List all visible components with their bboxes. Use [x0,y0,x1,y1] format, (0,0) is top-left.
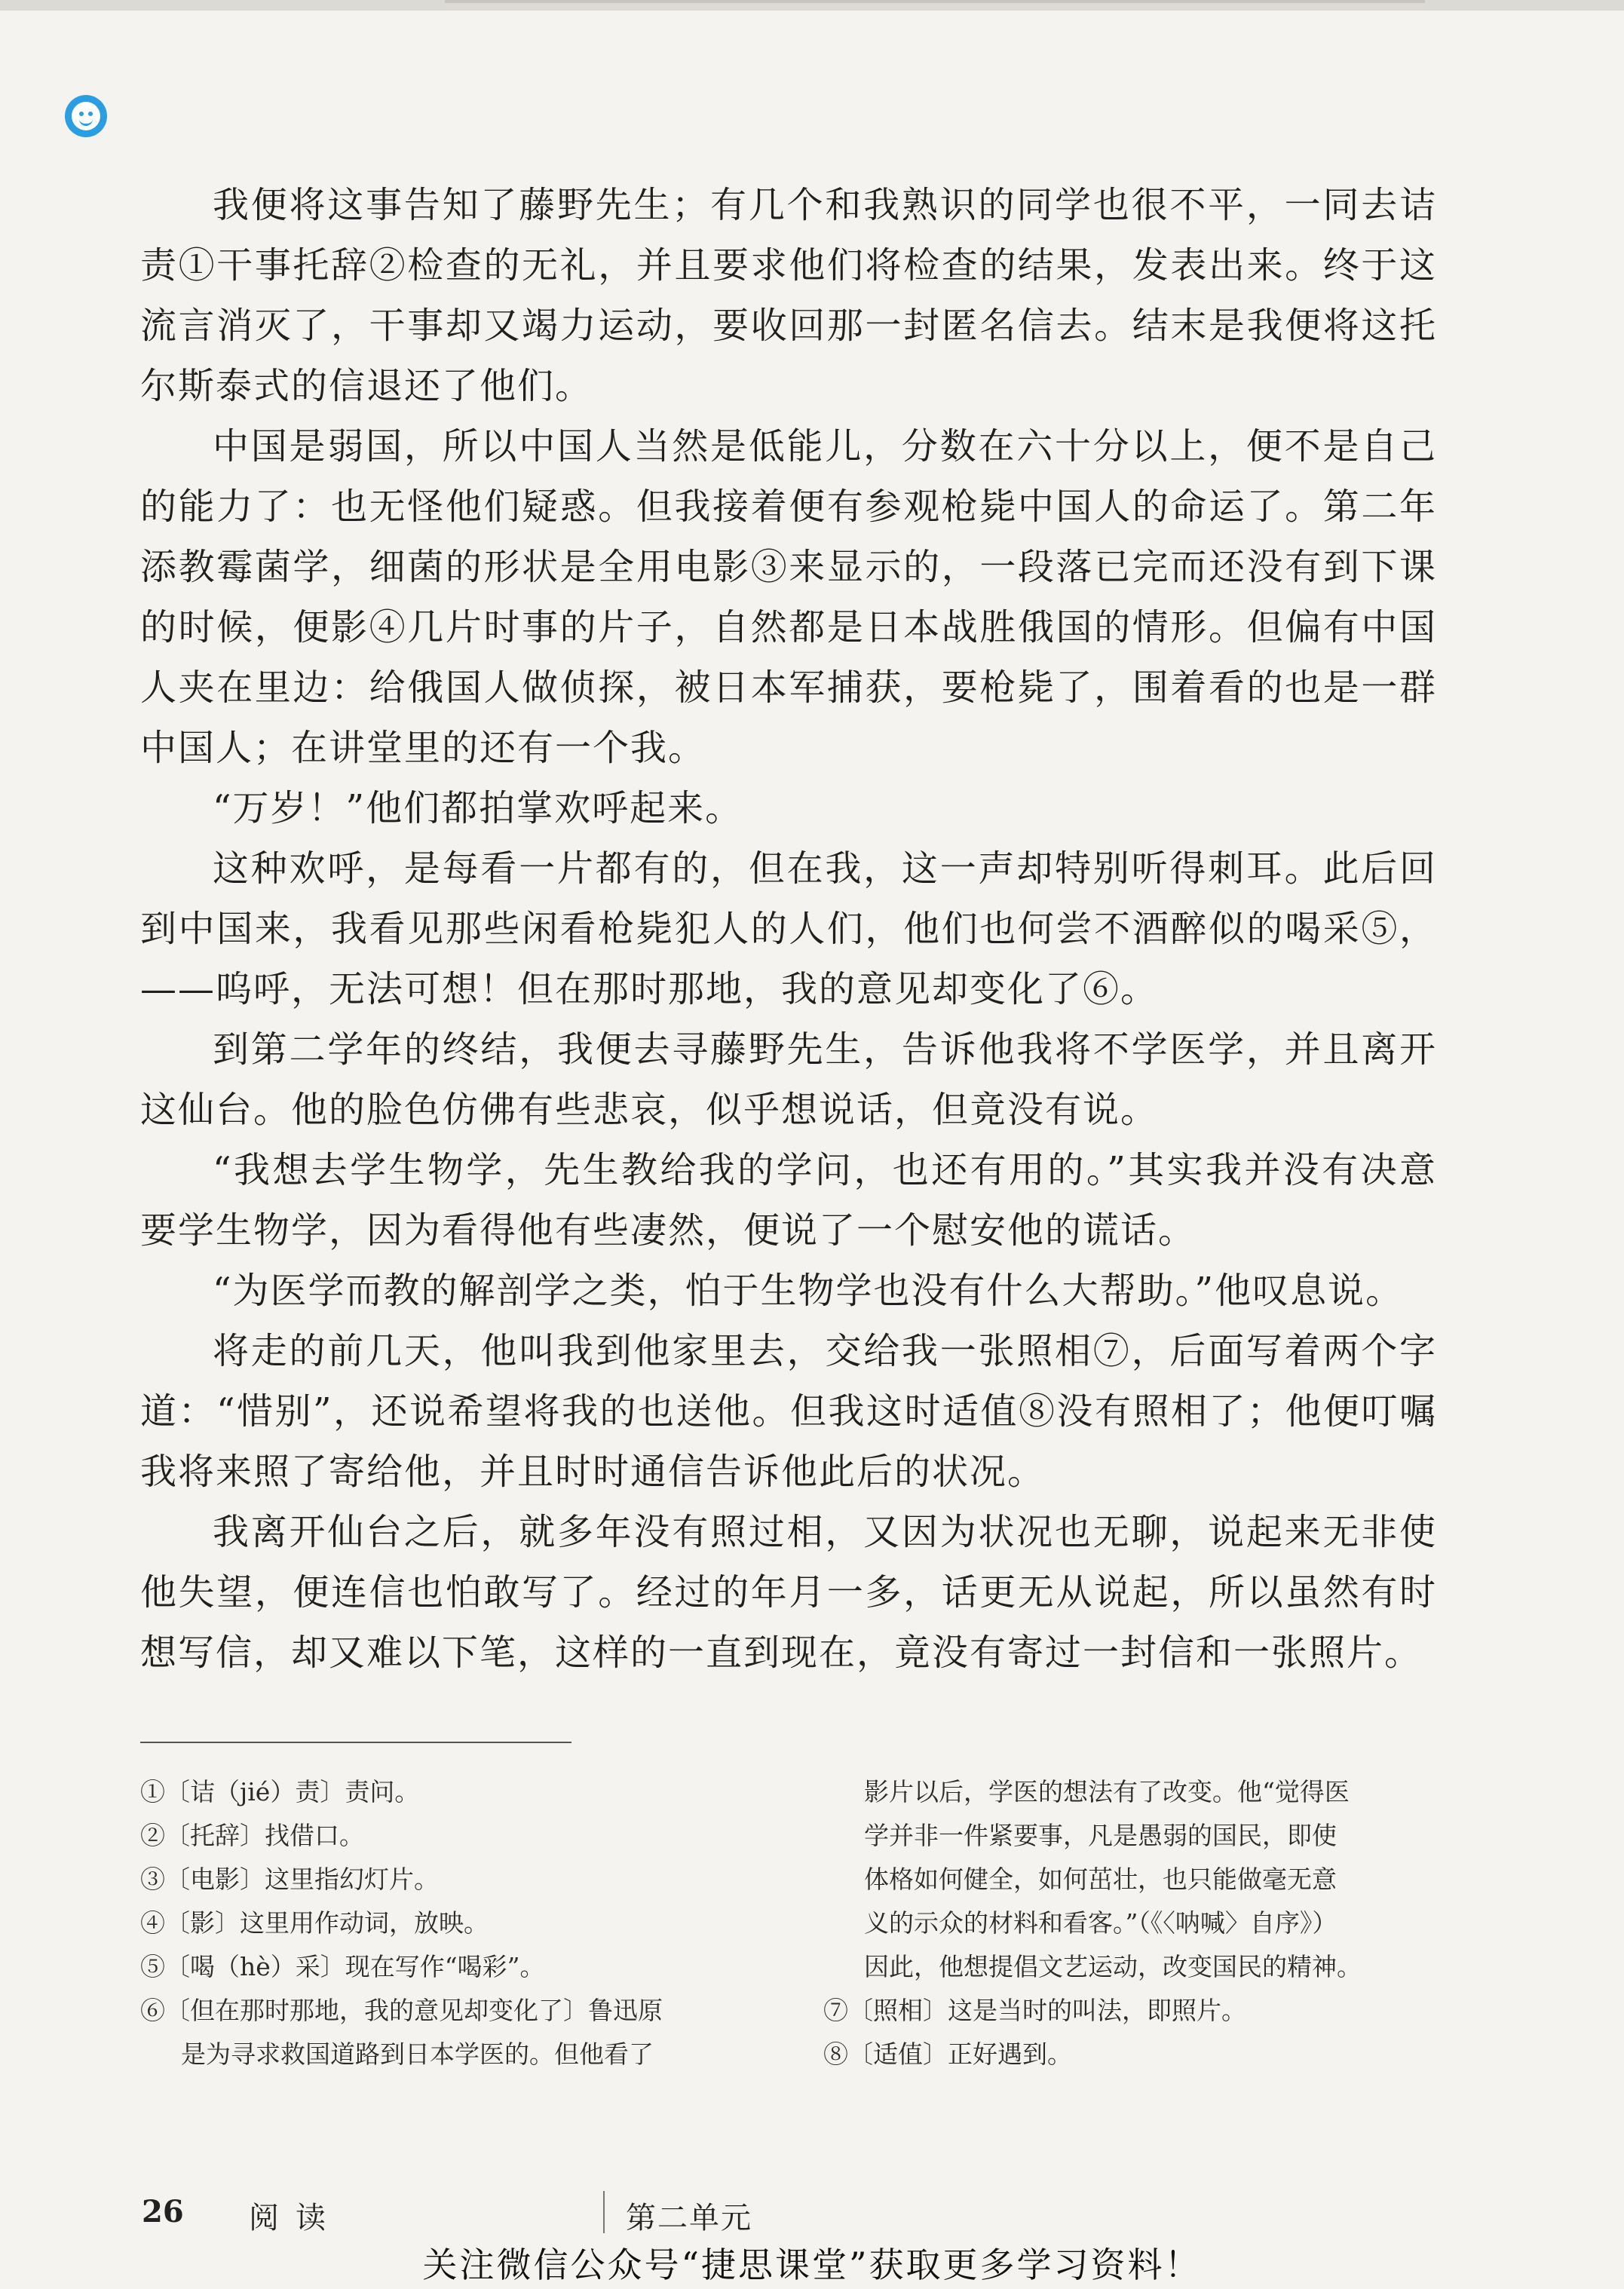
page-number: 26 [142,2194,184,2229]
paragraph-5: 到第二学年的终结，我便去寻藤野先生，告诉他我将不学医学，并且离开这仙台。他的脸色仿佛有些悲哀，似乎想说话，但竟没有说。 [140,1028,1437,1131]
footnote-3: ③〔电影〕这里指幻灯片。 [140,1865,439,1894]
paragraph-4: 这种欢呼，是每看一片都有的，但在我，这一声却特别听得刺耳。此后回到中国来，我看见那些闲看枪毙犯人的人们，他们也何尝不酒醉似的喝采⑤，——呜呼，无法可想！但在那时那地，我的意见却变化了⑥。 [140,847,1437,1010]
paragraph-1: 我便将这事告知了藤野先生；有几个和我熟识的同学也很不平，一同去诘责①干事托辞②检查的无礼，并且要求他们将检查的结果，发表出来。终于这流言消灭了，干事却又竭力运动，要收回那一封匿名信去。结末是我便将这托尔斯泰式的信退还了他们。 [140,184,1437,407]
footnote-divider [140,1742,571,1743]
paragraph-6: “我想去学生物学，先生教给我的学问，也还有用的。”其实我并没有决意要学生物学，因为看得他有些凄然，便说了一个慰安他的谎话。 [140,1149,1437,1252]
footnote-1: ①〔诘（jié）责〕责问。 [140,1777,420,1806]
watermark-banner: 关注微信公众号“捷思课堂”获取更多学习资料！ [422,2245,1202,2285]
footnote-4: ④〔影〕这里用作动词，放映。 [140,1908,489,1938]
footnotes-left-column [140,1770,796,2076]
footnote-6-line-7: 因此，他想提倡文艺运动，改变国民的精神。 [864,1952,1362,1981]
footnote-6-line-5: 体格如何健全，如何茁壮，也只能做毫无意 [864,1865,1337,1894]
smiley-right-eye [88,112,93,116]
footer-divider [603,2191,605,2233]
section-label: 阅读 [249,2201,342,2235]
smiley-mouth [79,118,93,126]
footnotes-right-column [823,1770,1472,2076]
smiley-face-icon [65,95,107,137]
paragraph-7: “为医学而教的解剖学之类，怕于生物学也没有什么大帮助。”他叹息说。 [213,1270,1404,1312]
paragraph-2: 中国是弱国，所以中国人当然是低能儿，分数在六十分以上，便不是自己的能力了：也无怪他们疑惑。但我接着便有参观枪毙中国人的命运了。第二年添教霉菌学，细菌的形状是全用电影③来显示的，一段落已完而还没有到下课的时候，便影④几片时事的片子，自然都是日本战胜俄国的情形。但偏有中国人夹在里边：给俄国人做侦探，被日本军捕获，要枪毙了，围着看的也是一群中国人；在讲堂里的还有一个我。 [140,425,1437,769]
smiley-left-eye [79,112,84,116]
paragraph-9: 我离开仙台之后，就多年没有照过相，又因为状况也无聊，说起来无非使他失望，便连信也怕敢写了。经过的年月一多，话更无从说起，所以虽然有时想写信，却又难以下笔，这样的一直到现在，竟没有寄过一封信和一张照片。 [140,1511,1437,1674]
unit-label: 第二单元 [626,2201,752,2235]
smiley-face-background [72,102,100,130]
footnote-6-line-3: 影片以后，学医的想法有了改变。他“觉得医 [864,1777,1350,1806]
footnote-6-continued: 是为寻求救国道路到日本学医的。但他看了 [181,2039,654,2069]
footnote-5: ⑤〔喝（hè）采〕现在写作“喝彩”。 [140,1952,545,1981]
main-text [140,175,1437,1683]
footnote-6-line-6: 义的示众的材料和看客。”（《〈呐喊〉自序》） [864,1908,1338,1938]
footnote-2: ②〔托辞〕找借口。 [140,1821,364,1850]
footnote-7: ⑦〔照相〕这是当时的叫法，即照片。 [823,1996,1246,2025]
page-top-shadow [445,0,1425,3]
paragraph-3: “万岁！”他们都拍掌欢呼起来。 [213,787,743,829]
footnote-8: ⑧〔适值〕正好遇到。 [823,2039,1072,2069]
footnote-6: ⑥〔但在那时那地，我的意见却变化了〕鲁迅原 [140,1996,663,2025]
footnote-6-line-4: 学并非一件紧要事，凡是愚弱的国民，即使 [864,1821,1337,1850]
paragraph-8: 将走的前几天，他叫我到他家里去，交给我一张照相⑦，后面写着两个字道：“惜别”，还说希望将我的也送他。但我这时适值⑧没有照相了；他便叮嘱我将来照了寄给他，并且时时通信告诉他此后的状况。 [140,1330,1437,1493]
